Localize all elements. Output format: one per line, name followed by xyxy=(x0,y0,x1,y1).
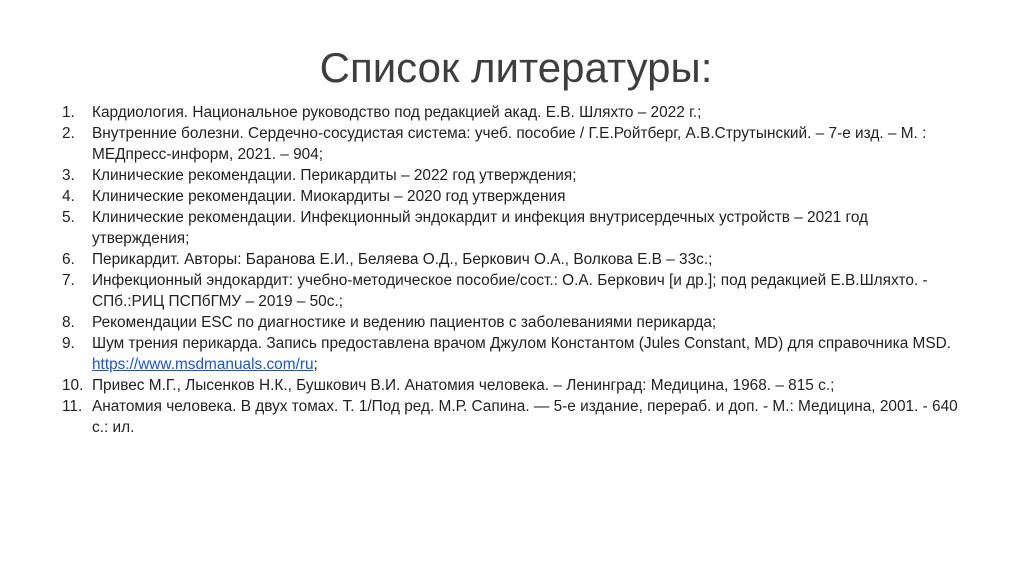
reference-text: Клинические рекомендации. Миокардиты – 2020 год утверждения xyxy=(92,188,566,205)
reference-number: 7. xyxy=(62,272,75,289)
reference-item xyxy=(62,270,962,312)
reference-text-suffix: ; xyxy=(313,356,318,373)
reference-text: Кардиология. Национальное руководство под редакцией акад. Е.В. Шляхто – 2022 г.; xyxy=(92,104,702,121)
reference-text: Клинические рекомендации. Перикардиты – 2022 год утверждения; xyxy=(92,167,577,184)
reference-number: 1. xyxy=(62,104,75,121)
reference-number: 4. xyxy=(62,188,75,205)
reference-text: Перикардит. Авторы: Баранова Е.И., Беляева О.Д., Беркович О.А., Волкова Е.В – 33с.; xyxy=(92,251,713,268)
slide-title: Список литературы: xyxy=(319,44,713,91)
reference-text-wrapper xyxy=(92,333,962,375)
reference-item xyxy=(62,102,962,123)
msd-manuals-link[interactable]: https://www.msdmanuals.com/ru xyxy=(92,356,314,373)
reference-text: Внутренние болезни. Сердечно-сосудистая система: учеб. пособие / Г.Е.Ройтберг, А.В.Струтынский. – 7-е изд. – М. : МЕДпресс-информ, 2021. – 904; xyxy=(92,125,927,163)
reference-item xyxy=(62,207,962,249)
reference-item xyxy=(62,375,962,396)
reference-item xyxy=(62,396,962,438)
reference-number: 11. xyxy=(62,398,83,415)
reference-list xyxy=(62,102,962,438)
reference-item xyxy=(62,333,962,375)
reference-item xyxy=(62,249,962,270)
reference-number: 3. xyxy=(62,167,75,184)
reference-item xyxy=(62,165,962,186)
reference-text: Инфекционный эндокардит: учебно-методическое пособие/сост.: О.А. Беркович [и др.]; под редакцией Е.В.Шляхто. - СПб.:РИЦ ПСПбГМУ – 2019 – 50с.; xyxy=(92,272,928,310)
reference-number: 5. xyxy=(62,209,75,226)
reference-text: Клинические рекомендации. Инфекционный эндокардит и инфекция внутрисердечных устройств – 2021 год утверждения; xyxy=(92,209,869,247)
reference-number: 8. xyxy=(62,314,75,331)
reference-text: Привес М.Г., Лысенков Н.К., Бушкович В.И. Анатомия человека. – Ленинград: Медицина, 1968. – 815 с.; xyxy=(92,377,835,394)
reference-text: Рекомендации ESC по диагностике и ведению пациентов с заболеваниями перикарда; xyxy=(92,314,717,331)
reference-number: 10. xyxy=(62,377,84,394)
reference-item xyxy=(62,123,962,165)
reference-number: 6. xyxy=(62,251,75,268)
reference-text: Анатомия человека. В двух томах. Т. 1/Под ред. М.Р. Сапина. — 5-е издание, перераб. и доп. - М.: Медицина, 2001. - 640 с.: ил. xyxy=(92,398,958,436)
reference-text: Шум трения перикарда. Запись предоставлена врачом Джулом Константом (Jules Constant, MD) для справочника MSD. xyxy=(92,335,952,352)
reference-number: 9. xyxy=(62,335,75,352)
reference-item xyxy=(62,312,962,333)
reference-number: 2. xyxy=(62,125,75,142)
reference-item xyxy=(62,186,962,207)
